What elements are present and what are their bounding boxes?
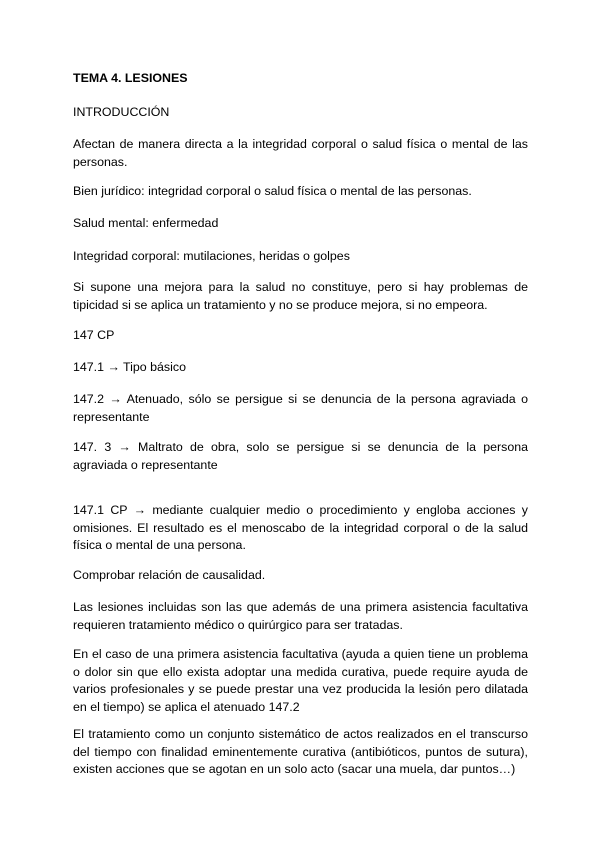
document-title: TEMA 4. LESIONES — [73, 71, 188, 85]
paragraph-12: Las lesiones incluidas son las que además de una primera asistencia facultativa requieren tratamiento médico o quirúrgico para ser tratadas. — [73, 600, 528, 632]
paragraph-14: El tratamiento como un conjunto sistemático de actos realizados en el transcurso del tiempo con finalidad eminentemente curativa (antibióticos, puntos de sutura), existen acciones que se agotan en un solo acto (sacar una muela, dar puntos…) — [73, 727, 528, 776]
paragraph-6: 147 CP — [73, 328, 115, 342]
paragraph-10: 147.1 CP → mediante cualquier medio o procedimiento y engloba acciones y omisiones. El resultado es el menoscabo de la integridad corporal o de la salud física o mental de una persona. — [73, 503, 528, 552]
paragraph-3: Salud mental: enfermedad — [73, 216, 219, 230]
paragraph-11: Comprobar relación de causalidad. — [73, 568, 266, 582]
paragraph-13: En el caso de una primera asistencia facultativa (ayuda a quien tiene un problema o dolor sin que ello exista adoptar una medida curativa, puede require ayuda de varios profesionales y se puede prestar una vez producida la lesión pero dilatada en el tiempo) se aplica el atenuado 147.2 — [73, 647, 528, 714]
paragraph-4: Integridad corporal: mutilaciones, heridas o golpes — [73, 249, 350, 263]
paragraph-2: Bien jurídico: integridad corporal o salud física o mental de las personas. — [73, 184, 472, 198]
section-heading: INTRODUCCIÓN — [73, 105, 170, 119]
paragraph-8: 147.2 → Atenuado, sólo se persigue si se denuncia de la persona agraviada o representante — [73, 392, 528, 424]
paragraph-5: Si supone una mejora para la salud no constituye, pero si hay problemas de tipicidad si se aplica un tratamiento y no se produce mejora, si no empeora. — [73, 280, 528, 312]
paragraph-7: 147.1 → Tipo básico — [73, 360, 186, 374]
paragraph-9: 147. 3 → Maltrato de obra, solo se persigue si se denuncia de la persona agraviada o representante — [73, 440, 528, 472]
paragraph-1: Afectan de manera directa a la integridad corporal o salud física o mental de las personas. — [73, 137, 528, 169]
